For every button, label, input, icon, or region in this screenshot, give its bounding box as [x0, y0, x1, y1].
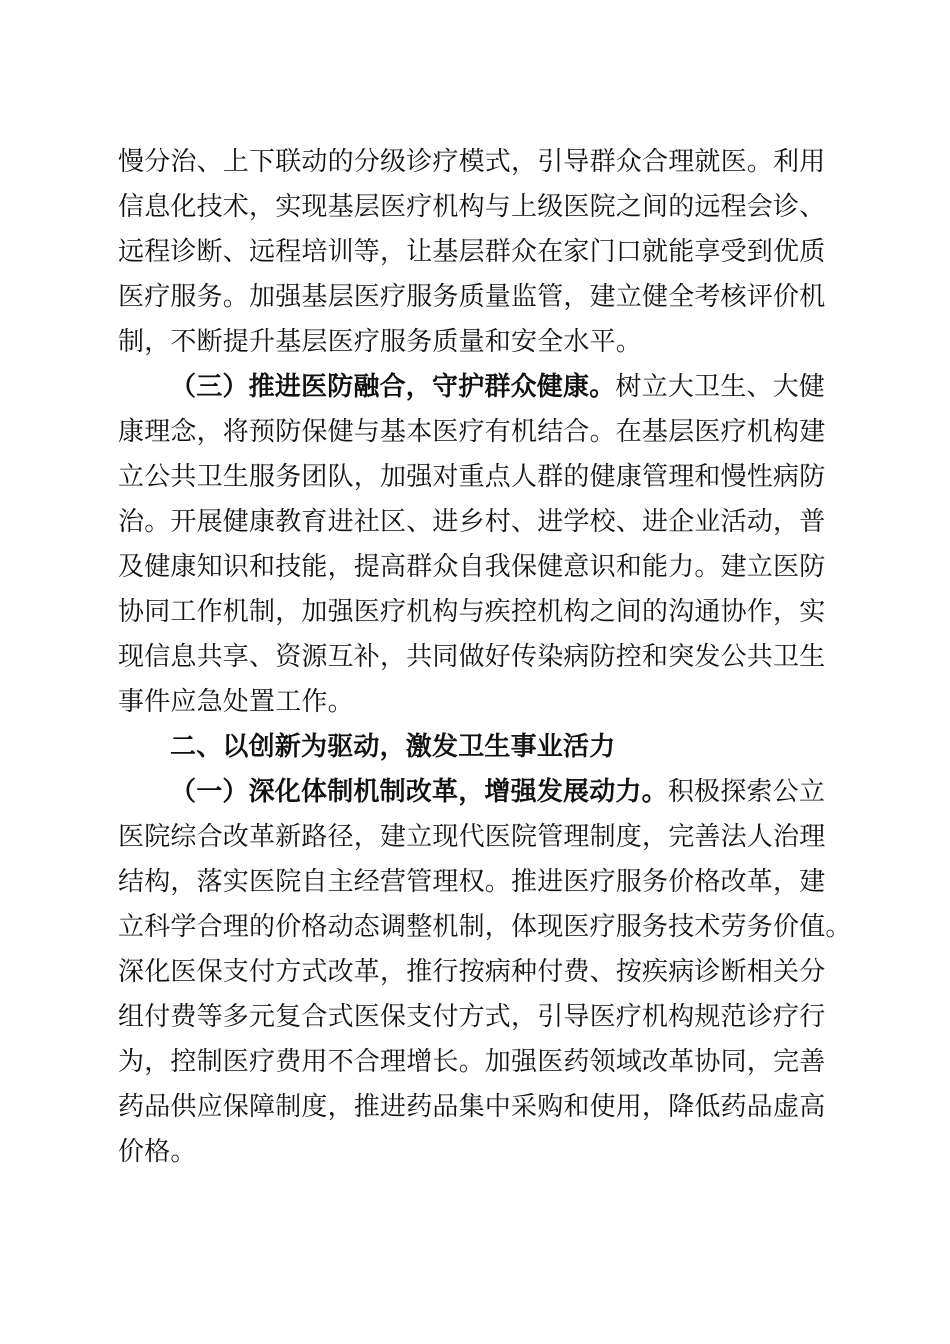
paragraph-line: 治。开展健康教育进社区、进乡村、进学校、进企业活动，普	[118, 507, 826, 537]
paragraph-line: 远程诊断、远程培训等，让基层群众在家门口就能享受到优质	[118, 237, 826, 267]
paragraph-text: 积极探索公立	[667, 777, 826, 807]
subsection-lead: （一）深化体制机制改革，增强发展动力。	[170, 777, 668, 807]
paragraph-line: 组付费等多元复合式医保支付方式，引导医疗机构规范诊疗行	[118, 1002, 826, 1032]
paragraph-line: 药品供应保障制度，推进药品集中采购和使用，降低药品虚高	[118, 1092, 826, 1122]
paragraph-line: 结构，落实医院自主经营管理权。推进医疗服务价格改革，建	[118, 867, 826, 897]
paragraph-line: 信息化技术，实现基层医疗机构与上级医院之间的远程会诊、	[118, 192, 826, 222]
paragraph-line: 价格。	[118, 1137, 197, 1167]
paragraph-first-line	[170, 770, 950, 815]
paragraph-line: 事件应急处置工作。	[118, 687, 354, 717]
paragraph-line: 立科学合理的价格动态调整机制，体现医疗服务技术劳务价值。	[118, 912, 852, 942]
paragraph-line: 医院综合改革新路径，建立现代医院管理制度，完善法人治理	[118, 822, 826, 852]
paragraph-line: 立公共卫生服务团队，加强对重点人群的健康管理和慢性病防	[118, 462, 826, 492]
paragraph-line: 制，不断提升基层医疗服务质量和安全水平。	[118, 327, 643, 357]
paragraph-line: 协同工作机制，加强医疗机构与疾控机构之间的沟通协作，实	[118, 597, 826, 627]
paragraph-line: 及健康知识和技能，提高群众自我保健意识和能力。建立医防	[118, 552, 826, 582]
subsection-lead: （三）推进医防融合，守护群众健康。	[170, 372, 616, 402]
section-heading: 二、以创新为驱动，激发卫生事业活力	[170, 732, 616, 762]
paragraph-line: 深化医保支付方式改革，推行按病种付费、按疾病诊断相关分	[118, 957, 826, 987]
paragraph-first-line	[170, 365, 950, 410]
paragraph-line: 慢分治、上下联动的分级诊疗模式，引导群众合理就医。利用	[118, 147, 826, 177]
paragraph-line: 为，控制医疗费用不合理增长。加强医药领域改革协同，完善	[118, 1047, 826, 1077]
paragraph-line: 康理念，将预防保健与基本医疗有机结合。在基层医疗机构建	[118, 417, 826, 447]
paragraph-text: 树立大卫生、大健	[615, 372, 826, 402]
paragraph-line: 医疗服务。加强基层医疗服务质量监管，建立健全考核评价机	[118, 282, 826, 312]
paragraph-line: 现信息共享、资源互补，共同做好传染病防控和突发公共卫生	[118, 642, 826, 672]
